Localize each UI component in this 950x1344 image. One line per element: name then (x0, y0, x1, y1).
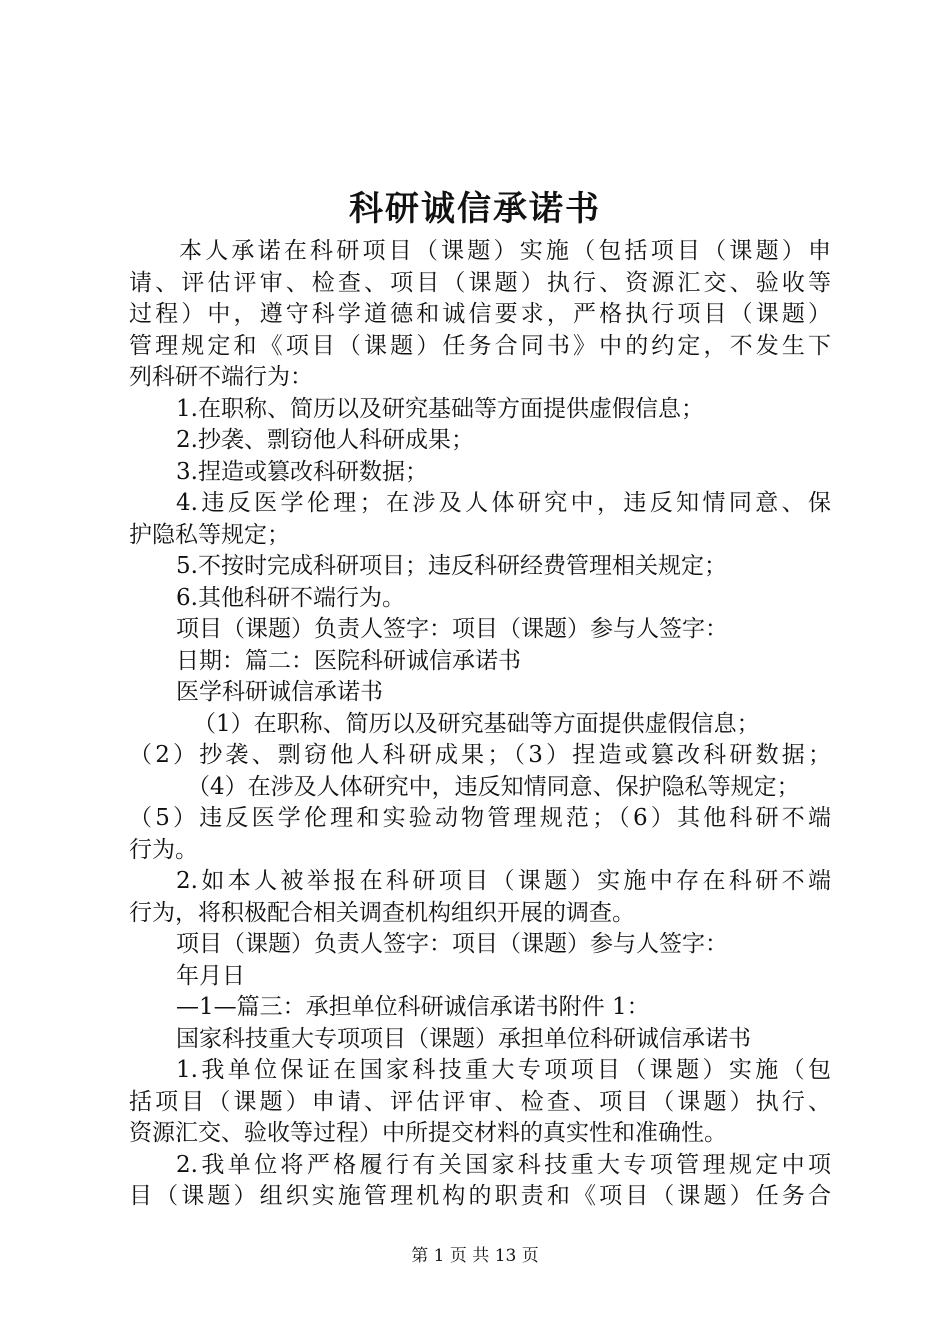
text-line: 过程）中，遵守科学道德和诚信要求，严格执行项目（课题） (129, 301, 831, 327)
text-line: 6.其他科研不端行为。 (176, 584, 405, 611)
text-line: 5.不按时完成科研项目；违反科研经费管理相关规定； (176, 553, 727, 579)
text-line: 目（课题）组织实施管理机构的职责和《项目（课题）任务合 (129, 1183, 831, 1209)
text-line: 3.捏造或篡改科研数据； (176, 458, 428, 485)
page-footer: 第 1 页 共 13 页 (411, 1246, 539, 1266)
text-line: 2.抄袭、剽窃他人科研成果； (176, 427, 474, 453)
text-line: 行为。 (129, 836, 198, 863)
text-line: 管理规定和《项目（课题）任务合同书》中的约定，不发生下 (129, 332, 831, 359)
text-line: 1.我单位保证在国家科技重大专项项目（课题）实施（包 (176, 1057, 831, 1083)
text-line: （5）违反医学伦理和实验动物管理规范；（6）其他科研不端 (129, 805, 831, 831)
text-line: 1.在职称、简历以及研究基础等方面提供虚假信息； (176, 395, 704, 422)
text-line: 2.我单位将严格履行有关国家科技重大专项管理规定中项 (176, 1151, 831, 1178)
text-line: 列科研不端行为： (129, 364, 313, 390)
text-line: 本人承诺在科研项目（课题）实施（包括项目（课题）申 (179, 238, 831, 264)
text-line: 行为，将积极配合相关调查机构组织开展的调查。 (129, 899, 635, 926)
text-line: 医学科研诚信承诺书 (176, 679, 383, 705)
text-line: 2.如本人被举报在科研项目（课题）实施中存在科研不端 (176, 868, 831, 894)
text-line: 请、评估评审、检查、项目（课题）执行、资源汇交、验收等 (129, 269, 831, 296)
document-title: 科研诚信承诺书 (349, 189, 601, 229)
text-line: 护隐私等规定； (129, 521, 290, 548)
document-body (129, 236, 831, 1213)
text-line: 项目（课题）负责人签字：项目（课题）参与人签字： (176, 616, 728, 642)
text-line: 4.违反医学伦理；在涉及人体研究中，违反知情同意、保 (176, 490, 831, 516)
text-line: 资源汇交、验收等过程）中所提交材料的真实性和准确性。 (129, 1120, 727, 1146)
text-line: 年月日 (176, 962, 245, 989)
text-line: （1）在职称、简历以及研究基础等方面提供虚假信息； (193, 710, 760, 737)
text-line: 日期：篇二：医院科研诚信承诺书 (176, 647, 521, 674)
text-line: 括项目（课题）申请、评估评审、检查、项目（课题）执行、 (129, 1088, 831, 1115)
text-line: —1—篇三：承担单位科研诚信承诺书附件 1： (176, 994, 650, 1020)
text-line: （2）抄袭、剽窃他人科研成果；（3）捏造或篡改科研数据； (129, 742, 831, 768)
text-line: （4）在涉及人体研究中，违反知情同意、保护隐私等规定； (187, 773, 800, 800)
text-line: 国家科技重大专项项目（课题）承担单位科研诚信承诺书 (176, 1025, 751, 1052)
text-line: 项目（课题）负责人签字：项目（课题）参与人签字： (176, 931, 728, 957)
